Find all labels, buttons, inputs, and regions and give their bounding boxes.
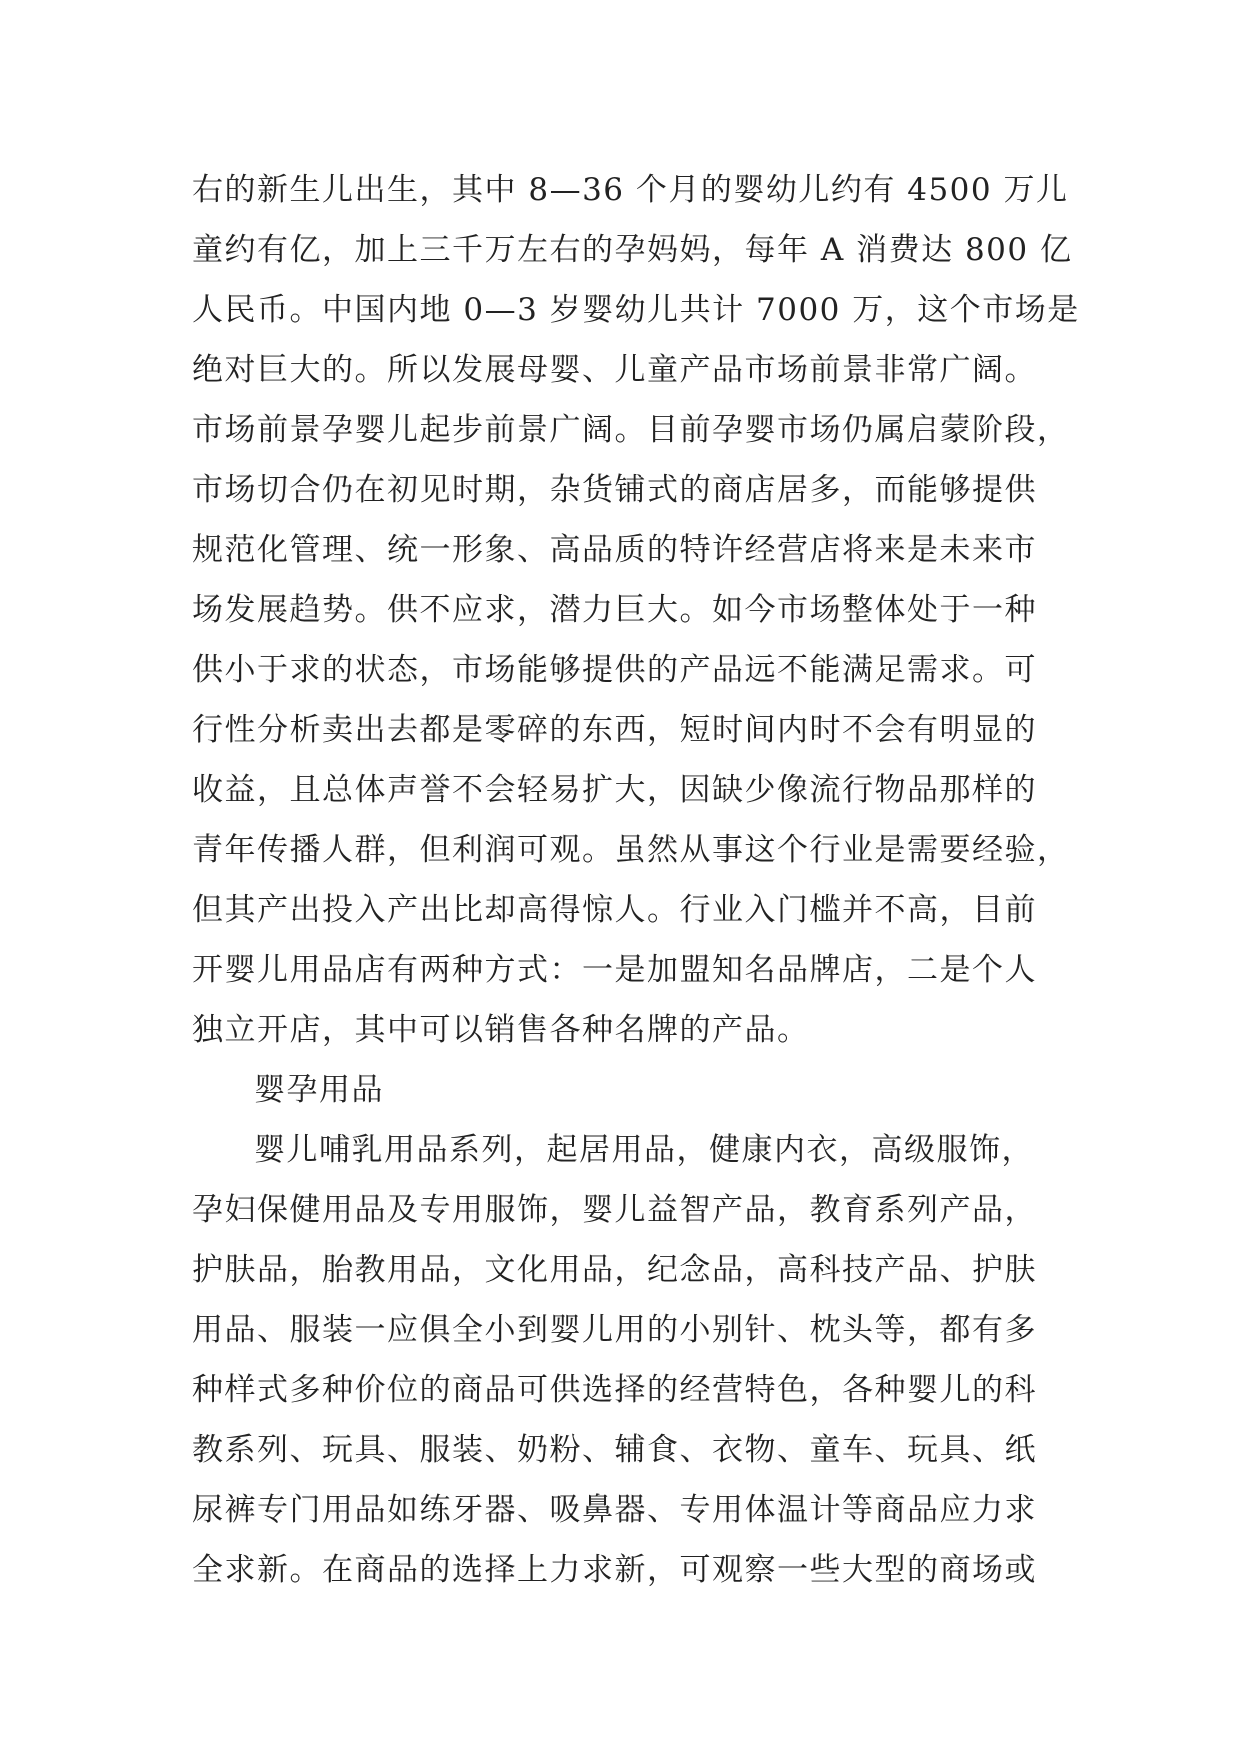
text-line: 独立开店，其中可以销售各种名牌的产品。 <box>192 1012 810 1048</box>
text-line: 市场前景孕婴儿起步前景广阔。目前孕婴市场仍属启蒙阶段， <box>192 412 1070 448</box>
text-line: 场发展趋势。供不应求，潜力巨大。如今市场整体处于一种 <box>192 592 1037 628</box>
text-line: 右的新生儿出生，其中 8—36 个月的婴幼儿约有 4500 万儿 <box>192 172 1069 208</box>
text-line: 用品、服装一应俱全小到婴儿用的小别针、枕头等，都有多 <box>192 1312 1037 1348</box>
text-line: 但其产出投入产出比却高得惊人。行业入门槛并不高，目前 <box>192 892 1037 928</box>
text-line: 供小于求的状态，市场能够提供的产品远不能满足需求。可 <box>192 652 1037 688</box>
text-line: 孕妇保健用品及专用服饰，婴儿益智产品，教育系列产品， <box>192 1192 1037 1228</box>
body-text <box>192 160 1080 1600</box>
text-line: 童约有亿，加上三千万左右的孕妈妈，每年 A 消费达 800 亿 <box>192 232 1073 268</box>
text-line: 青年传播人群，但利润可观。虽然从事这个行业是需要经验， <box>192 832 1070 868</box>
text-line: 教系列、玩具、服装、奶粉、辅食、衣物、童车、玩具、纸 <box>192 1432 1037 1468</box>
text-line: 护肤品，胎教用品，文化用品，纪念品，高科技产品、护肤 <box>192 1252 1037 1288</box>
text-line: 绝对巨大的。所以发展母婴、儿童产品市场前景非常广阔。 <box>192 352 1037 388</box>
text-line: 种样式多种价位的商品可供选择的经营特色，各种婴儿的科 <box>192 1372 1037 1408</box>
text-line: 婴儿哺乳用品系列，起居用品，健康内衣，高级服饰， <box>254 1132 1034 1168</box>
text-line: 全求新。在商品的选择上力求新，可观察一些大型的商场或 <box>192 1552 1037 1588</box>
text-line: 开婴儿用品店有两种方式：一是加盟知名品牌店，二是个人 <box>192 952 1037 988</box>
text-line: 行性分析卖出去都是零碎的东西，短时间内时不会有明显的 <box>192 712 1037 748</box>
section-heading: 婴孕用品 <box>254 1072 384 1108</box>
text-line: 收益，且总体声誉不会轻易扩大，因缺少像流行物品那样的 <box>192 772 1037 808</box>
text-line: 人民币。中国内地 0—3 岁婴幼儿共计 7000 万，这个市场是 <box>192 292 1080 328</box>
text-line: 市场切合仍在初见时期，杂货铺式的商店居多，而能够提供 <box>192 472 1037 508</box>
text-line: 尿裤专门用品如练牙器、吸鼻器、专用体温计等商品应力求 <box>192 1492 1037 1528</box>
text-line: 规范化管理、统一形象、高品质的特许经营店将来是未来市 <box>192 532 1037 568</box>
